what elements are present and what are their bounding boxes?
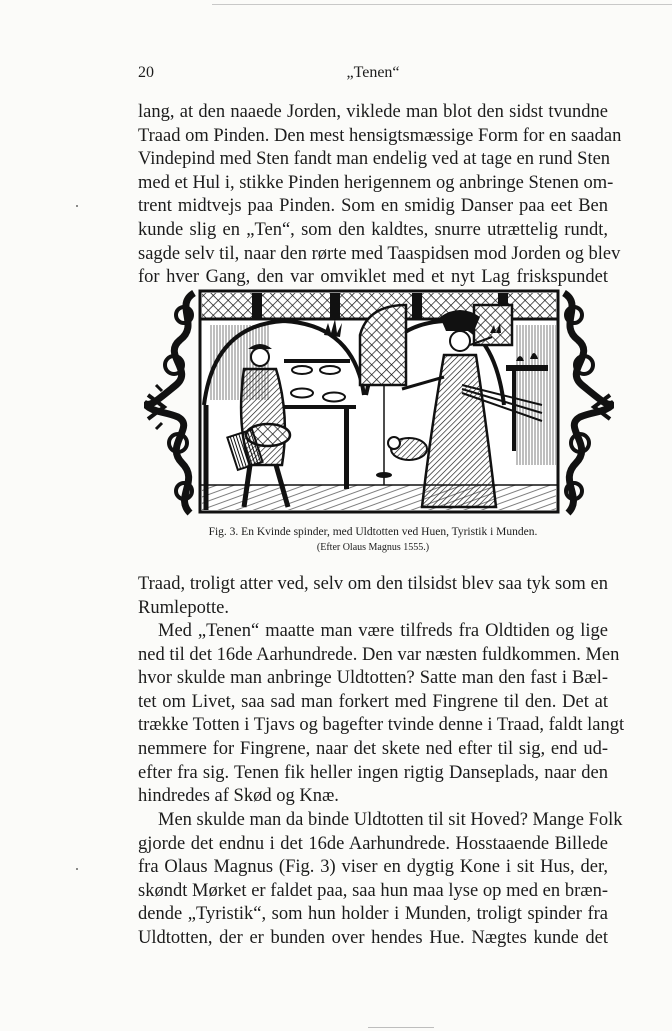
text-line: Traad om Pinden. Den mest hensigtsmæssige Form for en saadan [138,125,622,146]
text-line: dende „Tyristik“, som hun holder i Munden, troligt spinder fra [138,904,608,925]
text-line: Vindepind med Sten fandt man endelig ved at tage en rund Sten [138,149,611,170]
woodcut-figure [144,285,614,518]
caption-text: Fig. 3. En Kvinde spinder, med Uldtotten ved Huen, Tyristik i Munden. [208,526,538,538]
scan-edge-line-top [212,4,672,5]
paragraph-3 [138,809,623,951]
woodcut-illustration [144,285,614,518]
scan-edge-line-bottom [368,1027,434,1028]
text-line: Traad, troligt atter ved, selv om den tilsidst blev saa tyk som en [138,574,608,594]
page-number: 20 [138,64,154,81]
paragraph-2 [138,620,625,809]
text-line: tet om Livet, saa sad man forkert med Fingrene til den. Det at [138,691,608,712]
paragraph-continued [138,573,608,620]
page-header [138,64,608,86]
text-line: hvor skulde man anbringe Uldtotten? Satte man den fast i Bæl- [138,668,608,689]
text-line: kunde slig en „Ten“, som den kaldtes, snurre utrættelig rundt, [138,219,608,240]
left-ornament [144,293,194,513]
text-line: med et Hul i, stikke Pinden herigennem og anbringe Stenen om- [138,172,614,193]
text-line: Men skulde man da binde Uldtotten til sit Hoved? Mange Folk [158,810,623,830]
running-title: „Tenen“ [346,64,400,81]
text-line: lang, at den naaede Jorden, viklede man blot den sidst tvundne [138,102,608,122]
text-line: Uldtotten, der er bunden over hendes Hue. Nægtes kunde det [138,927,608,948]
scan-speck [76,205,78,207]
text-line: for hver Gang, den var omviklet med et nyt Lag friskspundet [138,267,608,288]
text-line: Med „Tenen“ maatte man være tilfreds fra Oldtiden og lige [158,621,608,641]
text-line: trent midtvejs paa Pinden. Som en smidig Danser paa eet Ben [138,196,608,217]
text-line: nemmere for Fingrene, naar det skete ned efter til sig, end ud- [138,738,608,759]
text-line: sagde selv til, naar den rørte med Taaspidsen mod Jorden og blev [138,243,621,264]
scan-speck [76,868,78,870]
text-line: Rumlepotte. [138,597,229,618]
caption-credit: (Efter Olaus Magnus 1555.) [316,542,430,553]
text-line: skøndt Mørket er faldet paa, saa hun maa lyse op med en bræn- [138,880,608,901]
text-line: fra Olaus Magnus (Fig. 3) viser en dygtig Kone i sit Hus, der, [138,857,608,878]
text-line: trække Totten i Tjavs og bagefter tvinde denne i Traad, faldt langt [138,715,625,736]
text-line: gjorde det endnu i det 16de Aarhundrede. Hosstaaende Billede [138,833,608,854]
text-line: hindredes af Skød og Knæ. [138,786,339,807]
right-ornament [564,293,614,513]
woodcut-scene [200,291,558,512]
figure-caption [138,525,608,555]
text-line: efter fra sig. Tenen fik heller ingen rigtig Danseplads, naar den [138,762,608,783]
paragraph-top [138,101,622,290]
text-line: ned til det 16de Aarhundrede. Den var næsten fuldkommen. Men [138,644,620,665]
